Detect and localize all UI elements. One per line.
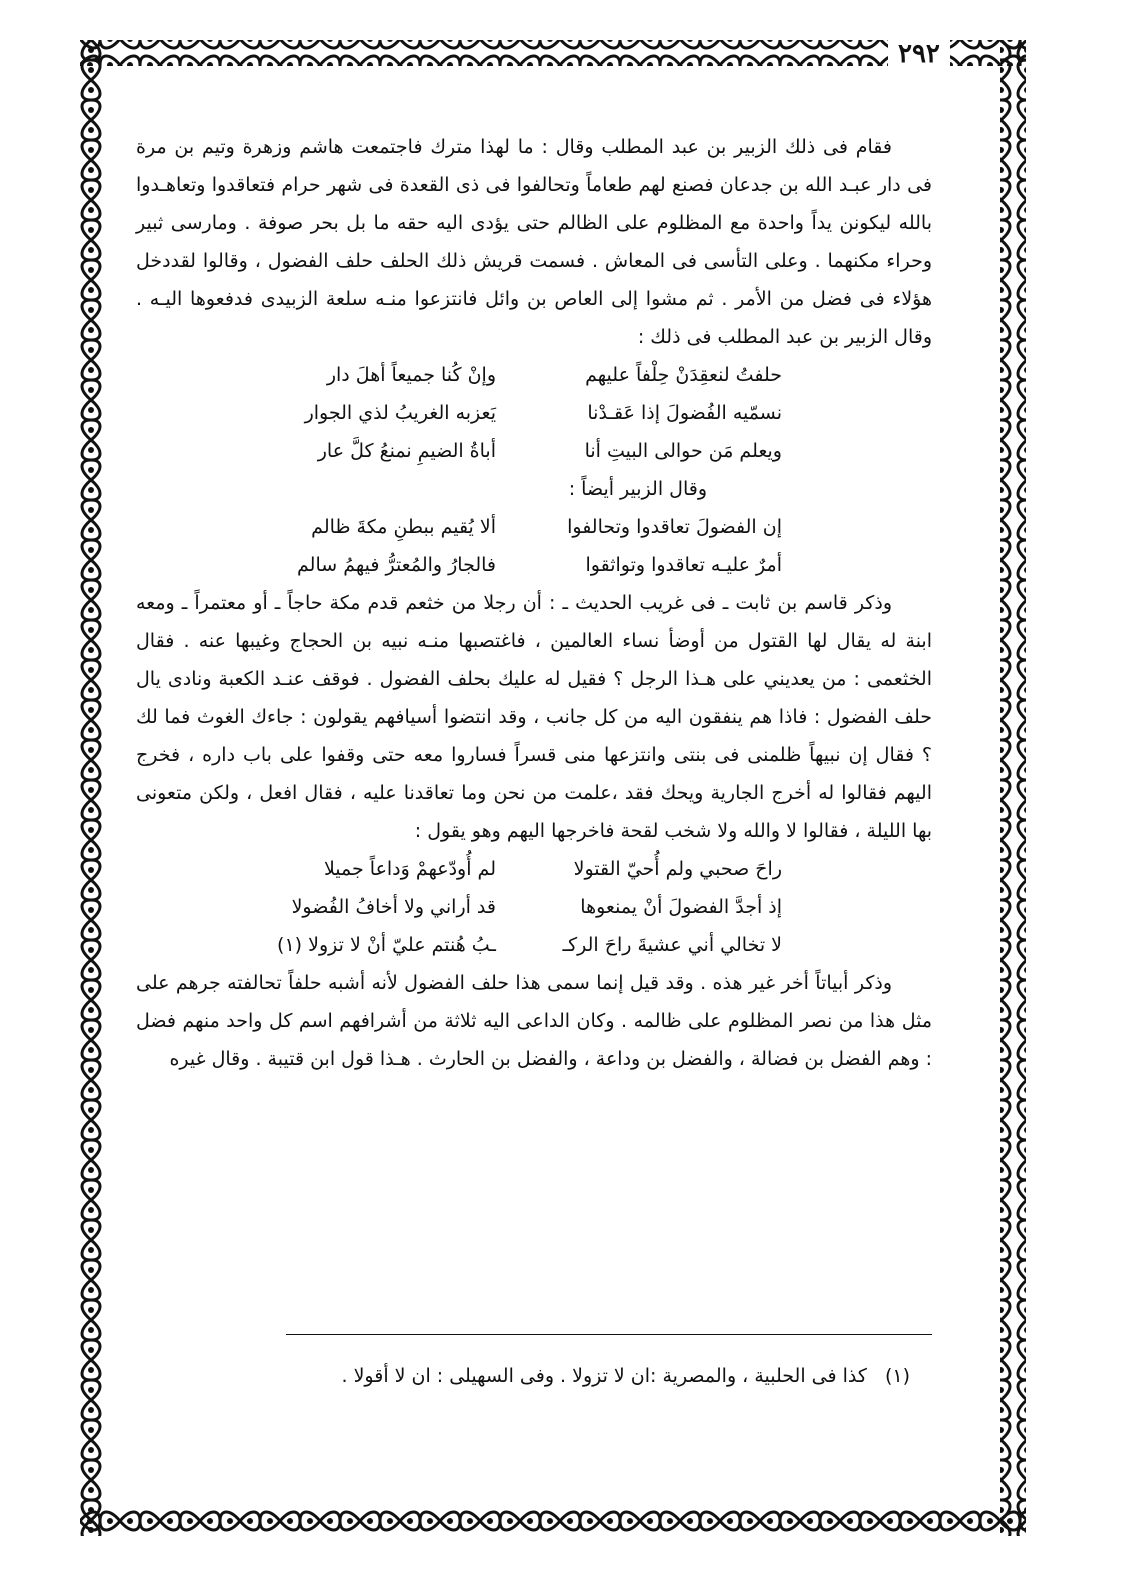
first-hemistich: إذ أجدَّ الفضولَ أنْ يمنعوها xyxy=(580,896,782,918)
border-left xyxy=(80,40,106,1536)
verse-line xyxy=(136,926,932,964)
verse-line xyxy=(136,508,932,546)
border-top xyxy=(80,40,1026,66)
paragraph-2: وذكر قاسم بن ثابت ـ فى غريب الحديث ـ : أن رجلا من خثعم قدم مكة حاجاً ـ أو معتمراً ـ ومعه ابنة له يقال لها القتول من أوضأ نساء العالمين ، فاغتصبها منـه نبيه بن الحجاج وغيبها عنه . فقال الخثعمى : من يعديني على هـذا الرجل ؟ فقيل له عليك بحلف الفضول . فوقف عنـد الكعبة ونادى يال حلف الفضول : فاذا هم ينفقون اليه من كل جانب ، وقد انتضوا أسيافهم يقولون : جاءك الغوث فما لك ؟ فقال إن نبيهاً ظلمنى فى بنتى وانتزعها منى قسراً فساروا معه حتى وقفوا على باب داره ، فخرج اليهم فقالوا له أخرج الجارية ويحك فقد ،علمت من نحن وما تعاقدنا عليه ، فقال افعل ، ولكن متعونى بها الليلة ، فقالوا لا والله ولا شخب لقحة فاخرجها اليهم وهو يقول : xyxy=(136,592,932,842)
verse-line xyxy=(136,356,932,394)
second-hemistich: لم أُودّعهمْ وَداعاً جميلا xyxy=(323,858,496,880)
second-hemistich: فالجارُ والمُعترُّ فيهمُ سالم xyxy=(297,554,496,576)
second-hemistich: يَعزبه الغريبُ لذي الجوار xyxy=(304,402,496,424)
poem-2-intro: وقال الزبير أيضاً : xyxy=(568,478,707,500)
verse-line xyxy=(136,394,932,432)
first-hemistich: لا تخالي أني عشيةَ راحَ الركـ xyxy=(562,934,782,956)
verse-line xyxy=(136,432,932,470)
second-hemistich: وإنْ كُنا جميعاً أهلَ دار xyxy=(326,364,496,386)
main-text xyxy=(136,128,932,1078)
verse-line xyxy=(136,850,932,888)
verse-line xyxy=(136,888,932,926)
footnote-marker: (١) xyxy=(884,1365,910,1387)
poem-3 xyxy=(136,850,932,964)
first-hemistich: راحَ صحبي ولم أُحيّ القتولا xyxy=(573,858,782,880)
footnote-separator xyxy=(286,1334,932,1335)
border-right xyxy=(1000,40,1026,1536)
paragraph-1: فقام فى ذلك الزبير بن عبد المطلب وقال : ما لهذا مترك فاجتمعت هاشم وزهرة وتيم بن مرة فى دار عبـد الله بن جدعان فصنع لهم طعاماً وتحالفوا فى ذى القعدة فى شهر حرام فتعاقدوا وتعاهـدوا بالله ليكونن يداً واحدة مع المظلوم على الظالم حتى يؤدى اليه حقه ما بل بحر صوفة . ومارسى ثبير وحراء مكنهما . وعلى التأسى فى المعاش . فسمت قريش ذلك الحلف حلف الفضول ، وقالوا لقددخل هؤلاء فى فضل من الأمر . ثم مشوا إلى العاص بن وائل فانتزعوا منـه سلعة الزبيدى فدفعوها اليـه . وقال الزبير بن عبد المطلب فى ذلك : xyxy=(136,136,932,348)
footnote-text: كذا فى الحلبية ، والمصرية :ان لا تزولا . وفى السهيلى : ان لا أقولا . xyxy=(341,1365,867,1387)
first-hemistich: أمرٌ عليـه تعاقدوا وتواثقوا xyxy=(585,554,782,576)
verse-line xyxy=(136,546,932,584)
first-hemistich: إن الفضولَ تعاقدوا وتحالفوا xyxy=(567,516,782,538)
footnote xyxy=(286,1357,932,1395)
paragraph-3: وذكر أبياتاً أخر غير هذه . وقد قيل إنما سمى هذا حلف الفضول لأنه أشبه حلفاً تحالفته جرهم على مثل هذا من نصر المظلوم على ظالمه . وكان الداعى اليه ثلاثة من أشرافهم اسم كل واحد منهم فضل : وهم الفضل بن فضالة ، والفضل بن وداعة ، والفضل بن الحارث . هـذا قول ابن قتيبة . وقال غيره xyxy=(136,972,932,1070)
poem-2 xyxy=(136,508,932,584)
second-hemistich: ـبُ هُنتم عليّ أنْ لا تزولا (١) xyxy=(277,934,496,956)
second-hemistich: ألا يُقيم ببطنِ مكةَ ظالم xyxy=(311,516,496,538)
first-hemistich: نسمّيه الفُضولَ إذا عَقـدْنا xyxy=(587,402,782,424)
border-bottom xyxy=(80,1510,1026,1536)
poem-1 xyxy=(136,356,932,470)
second-hemistich: أباةُ الضيمِ نمنعُ كلَّ عار xyxy=(317,440,496,462)
second-hemistich: قد أراني ولا أخافُ الفُضولا xyxy=(291,896,496,918)
page-number: ٢٩٢ xyxy=(888,38,950,70)
first-hemistich: ويعلم مَن حوالى البيتِ أنا xyxy=(584,440,782,462)
first-hemistich: حلفتُ لنعقِدَنْ حِلْفاً عليهم xyxy=(585,364,782,386)
